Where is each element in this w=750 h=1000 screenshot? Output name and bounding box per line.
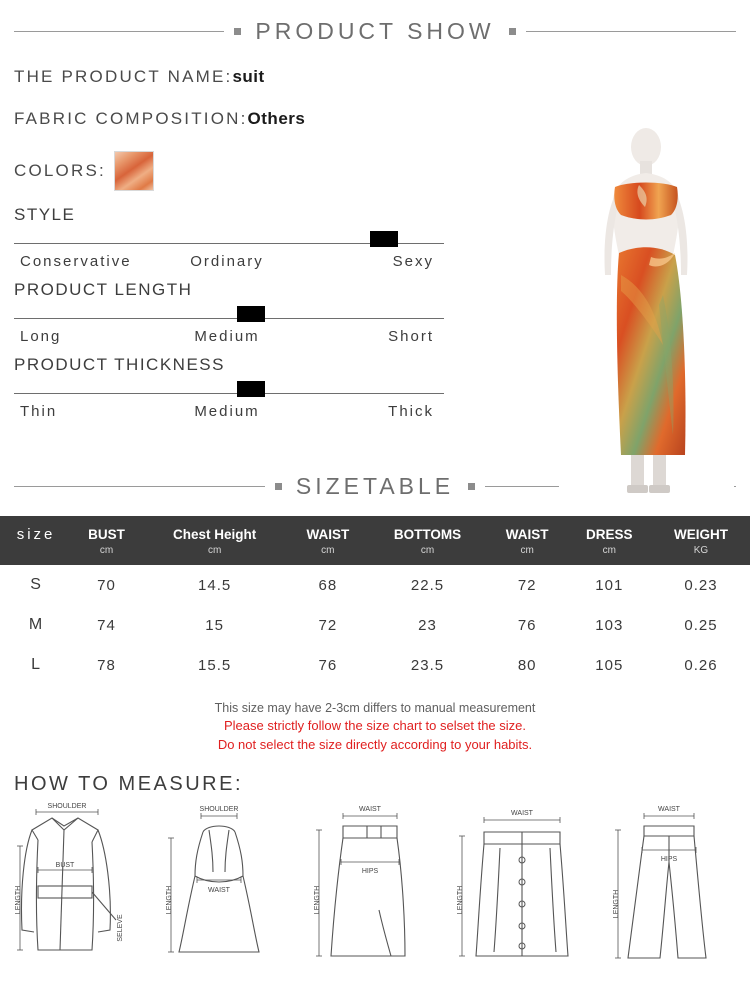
divider-left <box>14 486 265 487</box>
cell-weight: 0.25 <box>684 616 718 634</box>
cell-bottoms: 23 <box>418 616 437 634</box>
svg-text:SELEVE: SELEVE <box>117 914 124 942</box>
cell-waist-top: 76 <box>318 656 338 674</box>
colors-row <box>14 151 450 191</box>
svg-text:LENGTH: LENGTH <box>15 885 22 915</box>
fabric-composition-label: FABRIC COMPOSITION: <box>14 109 248 128</box>
svg-text:LENGTH: LENGTH <box>456 885 464 915</box>
attribute-style-option-2: Sexy <box>392 253 434 270</box>
shirt-diagram-icon <box>8 800 148 970</box>
product-spec-list <box>0 67 450 420</box>
attribute-product-thickness <box>14 355 444 420</box>
cell-weight: 0.26 <box>684 656 718 674</box>
svg-text:LENGTH: LENGTH <box>613 889 620 919</box>
attribute-style-options <box>14 253 444 270</box>
svg-text:WAIST: WAIST <box>359 805 381 813</box>
measure-figure-mini-skirt <box>454 800 594 970</box>
square-bullet-icon <box>275 483 282 490</box>
measure-figures <box>0 800 750 980</box>
svg-text:SHOULDER: SHOULDER <box>47 802 87 810</box>
size-chart-header-row <box>0 516 750 545</box>
cell-weight: 0.23 <box>684 576 718 594</box>
attribute-style-title: STYLE <box>14 205 76 224</box>
size-chart-body <box>0 565 750 685</box>
unit-waist-top: cm <box>288 545 367 565</box>
color-swatch[interactable] <box>114 151 154 191</box>
attribute-product-length-option-2: Short <box>388 328 434 345</box>
attribute-style-option-1: Ordinary <box>190 253 264 270</box>
cell-bust: 78 <box>97 656 116 674</box>
cell-waist-bottom: 80 <box>517 656 537 674</box>
product-info-section <box>0 55 750 455</box>
attribute-product-thickness-options <box>14 403 444 420</box>
size-notes <box>0 685 750 761</box>
divider-right <box>526 31 736 32</box>
size-chart-units-row <box>0 545 750 565</box>
measure-figure-dress <box>157 800 297 970</box>
size-chart-table <box>0 516 750 685</box>
attribute-product-length-title: PRODUCT LENGTH <box>14 280 193 299</box>
product-name-label: THE PRODUCT NAME: <box>14 67 233 86</box>
attribute-style <box>14 205 444 270</box>
cell-dress: 103 <box>595 616 624 634</box>
scale-line <box>14 318 444 319</box>
pants-diagram-icon <box>602 800 742 970</box>
measure-figure-shirt <box>8 800 148 970</box>
cell-waist-bottom: 72 <box>517 576 537 594</box>
column-header-waist-top: WAIST <box>288 516 367 545</box>
attribute-product-length-marker <box>237 306 265 322</box>
attribute-product-length-option-0: Long <box>20 328 62 345</box>
how-to-measure-title: HOW TO MEASURE: <box>14 772 244 795</box>
divider-left <box>14 31 224 32</box>
square-bullet-icon <box>509 28 516 35</box>
attribute-product-thickness-marker <box>237 381 265 397</box>
size-note-habits: Do not select the size directly according to your habits. <box>217 736 533 752</box>
column-header-bust: BUST <box>72 516 141 545</box>
cell-size: L <box>31 656 41 673</box>
column-header-dress: DRESS <box>567 516 652 545</box>
attribute-product-thickness-scale <box>14 381 444 399</box>
measure-figure-pants <box>602 800 742 970</box>
unit-bust: cm <box>72 545 141 565</box>
cell-dress: 101 <box>595 576 624 594</box>
size-chart-head <box>0 516 750 565</box>
page-title: PRODUCT SHOW <box>255 18 495 44</box>
svg-text:WAIST: WAIST <box>207 886 230 894</box>
cell-bottoms: 22.5 <box>410 576 445 594</box>
mini-skirt-diagram-icon <box>454 800 594 970</box>
svg-text:SHOULDER: SHOULDER <box>199 805 238 813</box>
table-row <box>0 605 750 645</box>
size-table-title: SIZETABLE <box>295 473 455 499</box>
size-note-measurement: This size may have 2-3cm differs to manual measurement <box>214 701 536 715</box>
scale-line <box>14 393 444 394</box>
column-header-size: size <box>0 516 72 545</box>
svg-text:WAIST: WAIST <box>658 805 680 813</box>
cell-waist-bottom: 76 <box>517 616 537 634</box>
svg-text:HIPS: HIPS <box>660 855 678 863</box>
svg-text:BUST: BUST <box>55 861 75 869</box>
unit-weight: KG <box>652 545 750 565</box>
attribute-product-thickness-option-2: Thick <box>388 403 434 420</box>
unit-waist-bottom: cm <box>488 545 567 565</box>
unit-chest-height: cm <box>141 545 288 565</box>
attribute-product-length <box>14 280 444 345</box>
attribute-style-scale <box>14 231 444 249</box>
attribute-product-thickness-option-0: Thin <box>20 403 58 420</box>
colors-label: COLORS: <box>14 161 106 180</box>
cell-chest-height: 15 <box>205 616 224 634</box>
column-header-chest-height: Chest Height <box>141 516 288 545</box>
dress-diagram-icon <box>157 800 297 970</box>
attribute-style-option-0: Conservative <box>20 253 132 270</box>
table-row <box>0 645 750 685</box>
cell-size: S <box>30 576 42 593</box>
square-bullet-icon <box>468 483 475 490</box>
size-note-follow-chart: Please strictly follow the size chart to selset the size. <box>223 718 526 734</box>
attribute-product-thickness-title: PRODUCT THICKNESS <box>14 355 225 374</box>
cell-bust: 74 <box>97 616 116 634</box>
attribute-product-length-scale <box>14 306 444 324</box>
table-row <box>0 565 750 605</box>
column-header-waist-bottom: WAIST <box>488 516 567 545</box>
cell-dress: 105 <box>595 656 624 674</box>
square-bullet-icon <box>234 28 241 35</box>
fabric-composition-value: Others <box>247 109 306 128</box>
unit-bottoms: cm <box>367 545 487 565</box>
fabric-composition-row <box>14 109 450 129</box>
unit-size <box>0 545 72 565</box>
attribute-product-length-options <box>14 328 444 345</box>
cell-bottoms: 23.5 <box>410 656 445 674</box>
attribute-product-thickness-option-1: Medium <box>194 403 260 420</box>
column-header-bottoms: BOTTOMS <box>367 516 487 545</box>
svg-text:LENGTH: LENGTH <box>314 885 321 915</box>
svg-text:WAIST: WAIST <box>510 809 533 817</box>
cell-bust: 70 <box>97 576 116 594</box>
long-skirt-diagram-icon <box>305 800 445 970</box>
product-name-row <box>14 67 450 87</box>
measure-figure-long-skirt <box>305 800 445 970</box>
svg-text:LENGTH: LENGTH <box>165 885 173 915</box>
svg-text:HIPS: HIPS <box>361 867 379 875</box>
column-header-weight: WEIGHT <box>652 516 750 545</box>
product-name-value: suit <box>232 67 265 86</box>
attribute-style-marker <box>370 231 398 247</box>
cell-waist-top: 72 <box>318 616 338 634</box>
cell-size: M <box>28 616 44 633</box>
cell-waist-top: 68 <box>318 576 338 594</box>
cell-chest-height: 14.5 <box>198 576 232 594</box>
section-header-product-show <box>0 0 750 55</box>
cell-chest-height: 15.5 <box>198 656 232 674</box>
unit-dress: cm <box>567 545 652 565</box>
product-photo <box>559 125 734 505</box>
product-photo-illustration <box>559 125 734 505</box>
attribute-product-length-option-1: Medium <box>194 328 260 345</box>
